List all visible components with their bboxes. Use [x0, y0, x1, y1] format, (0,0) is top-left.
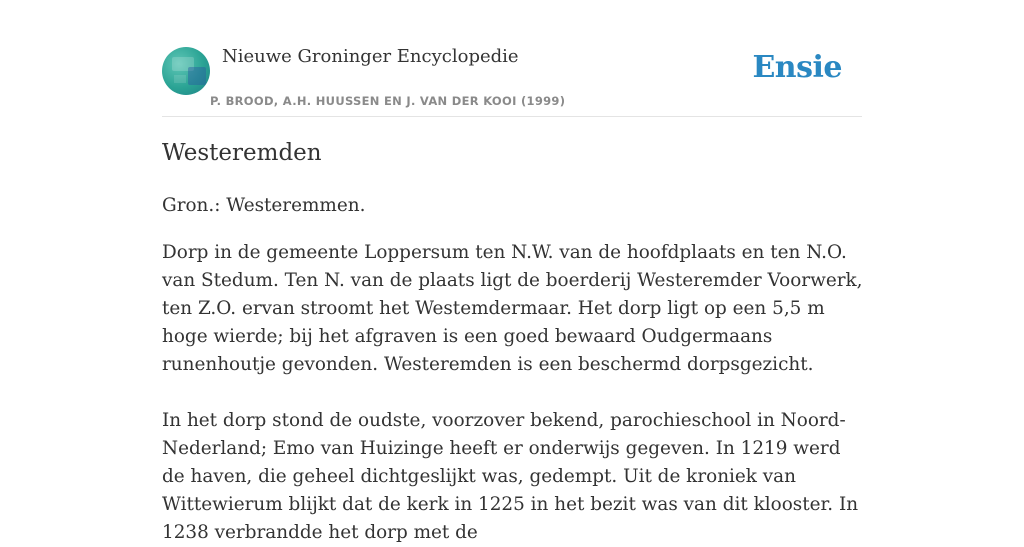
cover-shape	[188, 67, 206, 85]
header	[162, 0, 862, 117]
entry-paragraph: In het dorp stond de oudste, voorzover bekend, parochieschool in Noord-Nederland; Emo van Huizinge heeft er onderwijs gegeven. In 1219 werd de haven, die geheel dichtgeslijkt was, gedempt. Uit de kroniek van Wittewierum blijkt dat de kerk in 1225 in het bezit was van dit klooster. In 1238 verbrandde het dorp met de	[162, 410, 859, 543]
cover-shape	[174, 75, 186, 83]
entry-paragraph: Dorp in de gemeente Loppersum ten N.W. van de hoofdplaats en ten N.O. van Stedum. Ten N. van de plaats ligt de boerderij Westeremder Voorwerk, ten Z.O. ervan stroomt het Westemdermaar. Het dorp ligt op een 5,5 m hoge wierde; bij het afgraven is een goed bewaard Oudgermaans runenhoutje gevonden. Westeremden is een beschermd dorpsgezicht.	[162, 242, 863, 375]
entry-paragraph: Gron.: Westeremmen.	[162, 195, 366, 216]
book-title-link[interactable]: Nieuwe Groninger Encyclopedie	[222, 46, 519, 67]
page-container	[162, 0, 863, 543]
authors-line: P. BROOD, A.H. HUUSSEN EN J. VAN DER KOOI (1999)	[210, 94, 566, 108]
ensie-logo[interactable]: Ensie	[752, 50, 842, 85]
entry-title: Westeremden	[162, 140, 322, 166]
book-cover-avatar[interactable]	[162, 47, 210, 95]
